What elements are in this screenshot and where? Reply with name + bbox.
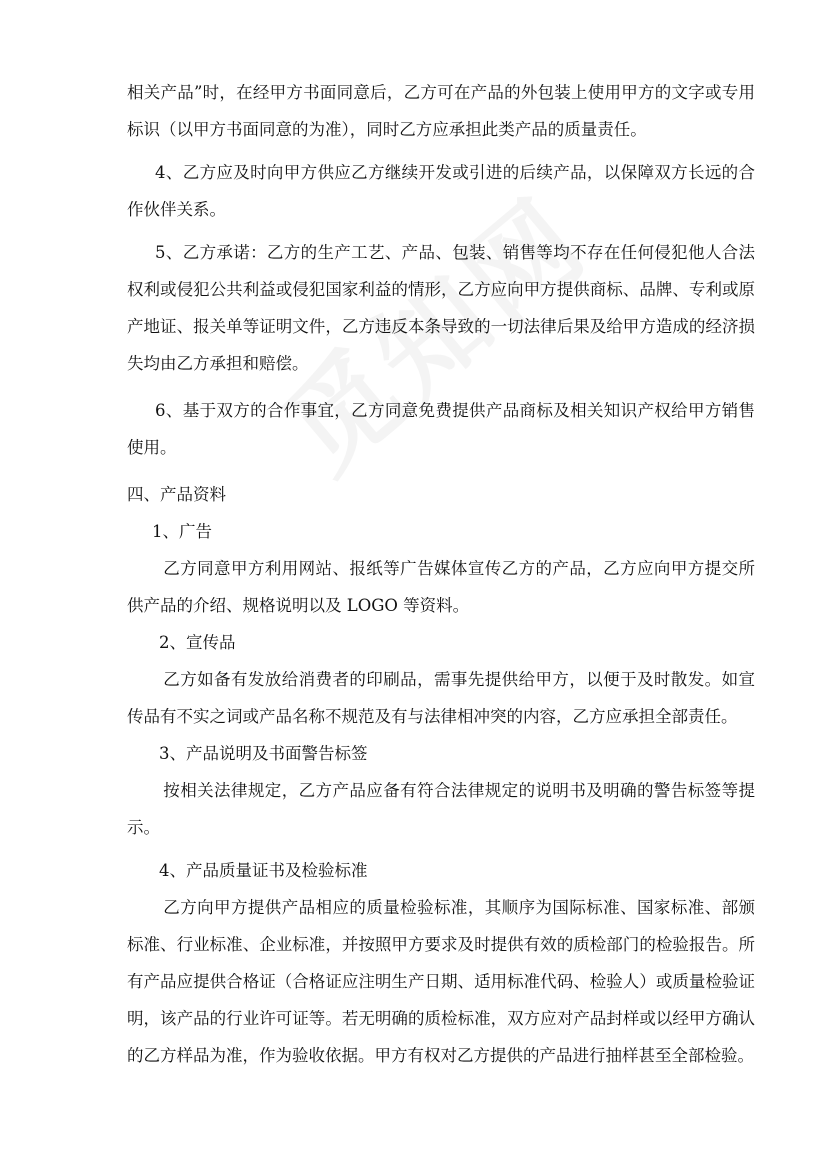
subsection-title-label: 3、产品说明及书面警告标签 (159, 744, 368, 763)
subsection-body-quality: 乙方向甲方提供产品相应的质量检验标准，其顺序为国际标准、国家标准、部颁标准、行业标准、企业标准，并按照甲方要求及时提供有效的质检部门的检验报告。所有产品应提供合格证（合格证应注明生产日期、适用标准代码、检验人）或质量检验证明，该产品的行业许可证等。若无明确的质检标准，双方应对产品封样或以经甲方确认的乙方样品为准，作为验收依据。甲方有权对乙方提供的产品进行抽样甚至全部检验。 (127, 898, 755, 1065)
subsection-body-label: 按相关法律规定，乙方产品应备有符合法律规定的说明书及明确的警告标签等提示。 (127, 781, 755, 837)
paragraph-continuation: 相关产品”时，在经甲方书面同意后，乙方可在产品的外包装上使用甲方的文字或专用标识（以甲方书面同意的为准），同时乙方应承担此类产品的质量责任。 (127, 83, 755, 139)
document-body (127, 74, 755, 1074)
subsection-body-ad: 乙方同意甲方利用网站、报纸等广告媒体宣传乙方的产品，乙方应向甲方提交所供产品的介绍、规格说明以及 LOGO 等资料。 (127, 559, 755, 615)
subsection-body-promo: 乙方如备有发放给消费者的印刷品，需事先提供给甲方，以便于及时散发。如宣传品有不实之词或产品名称不规范及有与法律相冲突的内容，乙方应承担全部责任。 (127, 670, 755, 726)
subsection-title-quality: 4、产品质量证书及检验标准 (159, 861, 368, 880)
subsection-title-ad: 1、广告 (152, 522, 212, 541)
section-heading: 四、产品资料 (127, 485, 226, 504)
subsection-title-promo: 2、宣传品 (159, 633, 236, 652)
paragraph-item-5: 5、乙方承诺：乙方的生产工艺、产品、包装、销售等均不存在任何侵犯他人合法权利或侵犯公共利益或侵犯国家利益的情形，乙方应向甲方提供商标、品牌、专利或原产地证、报关单等证明文件，乙方违反本条导致的一切法律后果及给甲方造成的经济损失均由乙方承担和赔偿。 (127, 243, 755, 373)
paragraph-item-4: 4、乙方应及时向甲方供应乙方继续开发或引进的后续产品，以保障双方长远的合作伙伴关系。 (127, 163, 755, 219)
paragraph-item-6: 6、基于双方的合作事宜，乙方同意免费提供产品商标及相关知识产权给甲方销售使用。 (127, 401, 755, 457)
